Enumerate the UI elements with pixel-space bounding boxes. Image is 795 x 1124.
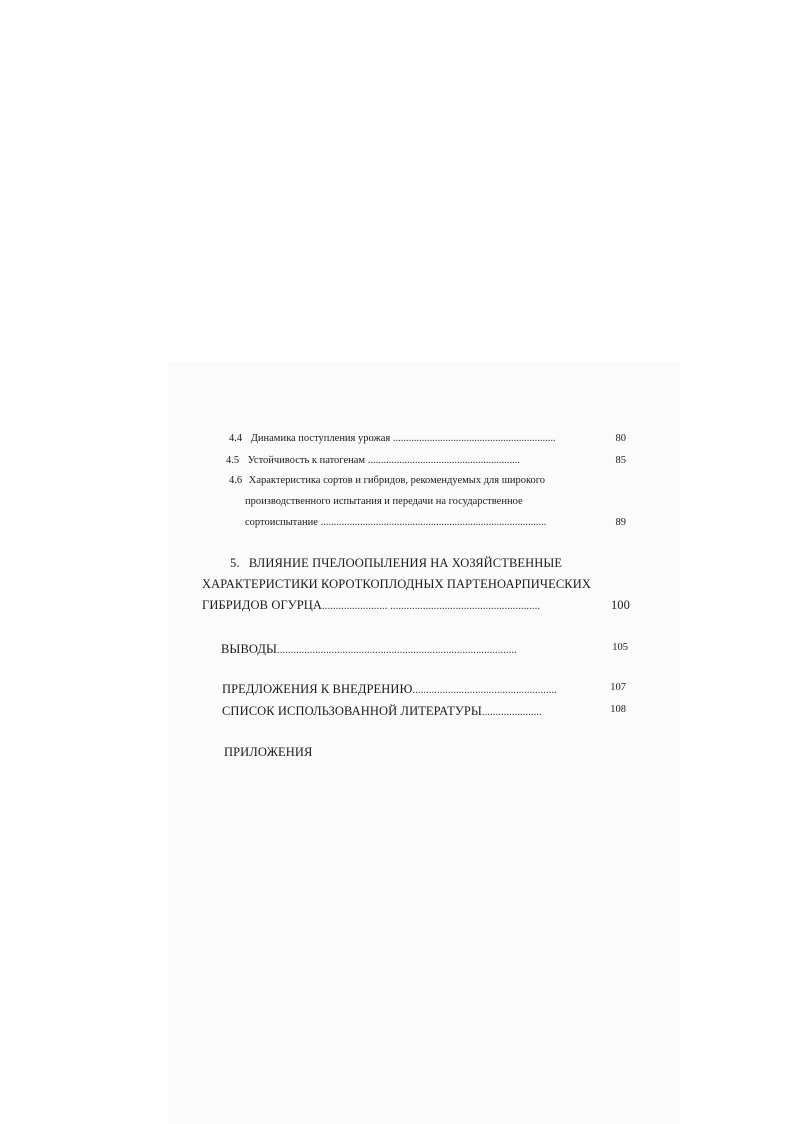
toc-leader: .......................................................... bbox=[367, 455, 520, 466]
toc-title-line3: сортоиспытание bbox=[245, 517, 318, 528]
toc-page-4-6: 89 bbox=[615, 517, 626, 528]
toc-number: 4.4 bbox=[229, 433, 243, 444]
toc-title-line2: ХАРАКТЕРИСТИКИ КОРОТКОПЛОДНЫХ ПАРТЕНОАРПИЧЕСКИХ bbox=[202, 577, 591, 591]
toc-title-line2: производственного испытания и передачи на государственное bbox=[245, 496, 523, 507]
toc-leader: ........................ ....................................................... bbox=[322, 601, 541, 612]
toc-page-proposals: 107 bbox=[610, 682, 626, 693]
toc-title: ПРЕДЛОЖЕНИЯ К ВНЕДРЕНИЮ bbox=[222, 682, 413, 696]
toc-entry-5 bbox=[230, 556, 562, 571]
toc-title-line1: Характеристика сортов и гибридов, рекомендуемых для широкого bbox=[248, 475, 546, 486]
toc-entry-5-last-line bbox=[202, 598, 540, 613]
toc-title-line1: ВЛИЯНИЕ ПЧЕЛООПЫЛЕНИЯ НА ХОЗЯЙСТВЕННЫЕ bbox=[248, 556, 563, 570]
toc-page-4-4: 80 bbox=[615, 433, 626, 444]
toc-entry-proposals bbox=[222, 682, 557, 697]
toc-page-references: 108 bbox=[610, 704, 626, 715]
toc-leader: .............................................................. bbox=[392, 433, 556, 444]
toc-number: 4.6 bbox=[229, 475, 243, 486]
toc-page-4-5: 85 bbox=[615, 455, 626, 466]
toc-title-line3: ГИБРИДОВ ОГУРЦА bbox=[202, 598, 323, 612]
toc-entry-4-4 bbox=[229, 433, 556, 444]
toc-number: 5. bbox=[230, 556, 240, 570]
toc-title: Устойчивость к патогенам bbox=[247, 455, 366, 466]
toc-leader: ........................................................................................ bbox=[277, 645, 517, 656]
toc-leader: ...................................................................................... bbox=[320, 517, 547, 528]
toc-leader: ..................................................... bbox=[412, 685, 557, 696]
toc-title: ВЫВОДЫ bbox=[221, 642, 278, 656]
toc-entry-4-6 bbox=[229, 475, 545, 486]
toc-entry-conclusions bbox=[221, 642, 517, 657]
toc-entry-4-5 bbox=[226, 455, 520, 466]
toc-number: 4.5 bbox=[226, 455, 240, 466]
toc-entry-references bbox=[222, 704, 542, 719]
toc-page-5: 100 bbox=[610, 598, 630, 612]
toc-page-conclusions: 105 bbox=[612, 642, 628, 653]
toc-title: СПИСОК ИСПОЛЬЗОВАННОЙ ЛИТЕРАТУРЫ bbox=[222, 704, 482, 718]
toc-entry-4-6-last-line bbox=[245, 517, 546, 528]
toc-title: Динамика поступления урожая bbox=[250, 433, 391, 444]
toc-leader: ...................... bbox=[481, 707, 542, 718]
toc-entry-appendices: ПРИЛОЖЕНИЯ bbox=[224, 745, 313, 759]
